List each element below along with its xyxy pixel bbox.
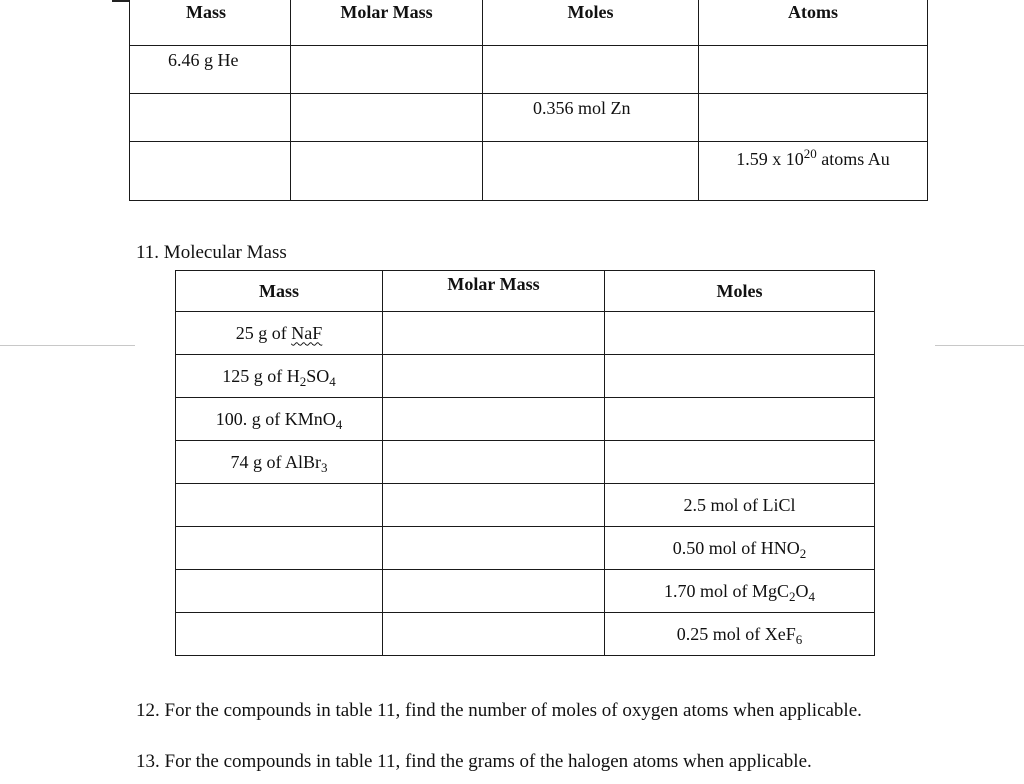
formula-subscript: 4 [808, 588, 815, 604]
cell-mass [130, 142, 291, 201]
table-row [176, 613, 875, 656]
header-mass: Mass [130, 0, 291, 46]
formula-subscript: 2 [789, 588, 796, 604]
atoms-unit: atoms Au [816, 149, 890, 169]
table-row [130, 46, 928, 94]
cell-moles [605, 613, 875, 656]
table-row [176, 441, 875, 484]
cell-moles: 0.356 mol Zn [483, 94, 699, 142]
cell-molar-mass [383, 570, 605, 613]
formula-part: 100. g of KMnO [215, 408, 336, 429]
header-mass: Mass [176, 271, 383, 312]
cell-moles [605, 527, 875, 570]
cell-moles [605, 355, 875, 398]
formula-part: 2.5 mol of LiCl [683, 494, 796, 515]
formula-part: SO [306, 365, 330, 386]
cell-molar-mass [383, 355, 605, 398]
cell-molar-mass [291, 94, 483, 142]
cell-molar-mass [383, 484, 605, 527]
header-moles: Moles [483, 0, 699, 46]
table-row [176, 312, 875, 355]
cell-mass [176, 441, 383, 484]
question-13: 13. For the compounds in table 11, find the grams of the halogen atoms when applicable. [136, 751, 812, 772]
table-row [176, 484, 875, 527]
table-header-row [176, 271, 875, 312]
cell-moles [605, 570, 875, 613]
formula-subscript: 2 [299, 373, 307, 389]
header-molar-mass: Molar Mass [291, 0, 483, 46]
right-margin-divider [935, 345, 1024, 346]
cell-molar-mass [291, 142, 483, 201]
formula-part: 0.25 mol of XeF [676, 623, 796, 644]
formula-subscript: 6 [795, 631, 803, 647]
table-row [130, 142, 928, 201]
header-molar-mass: Molar Mass [383, 271, 605, 312]
formula-subscript: 3 [321, 459, 328, 475]
table-row [176, 355, 875, 398]
formula-naf: NaF [291, 322, 323, 343]
cell-moles [605, 312, 875, 355]
molecular-mass-table [175, 270, 875, 656]
cell-moles [483, 46, 699, 94]
formula-part: 74 g of AlBr [230, 451, 321, 472]
table-header-row [130, 0, 928, 46]
atoms-exponent: 20 [803, 146, 817, 161]
formula-part: 125 g of H [222, 365, 300, 386]
cell-mass [176, 312, 383, 355]
formula-part: 1.70 mol of MgC [663, 580, 789, 601]
cell-mass [176, 570, 383, 613]
table-row [176, 527, 875, 570]
cell-atoms [699, 46, 928, 94]
section-11-heading: 11. Molecular Mass [136, 242, 287, 263]
cell-molar-mass [291, 46, 483, 94]
header-moles: Moles [605, 271, 875, 312]
formula-subscript: 2 [799, 545, 807, 561]
table-row [176, 570, 875, 613]
cell-molar-mass [383, 312, 605, 355]
cell-mass: 6.46 g He [130, 46, 291, 94]
corner-crop-mark [112, 0, 130, 2]
conversion-table [129, 0, 928, 201]
cell-mass [176, 398, 383, 441]
cell-mass [176, 355, 383, 398]
formula-subscript: 4 [329, 373, 336, 389]
question-12: 12. For the compounds in table 11, find the number of moles of oxygen atoms when applicable. [136, 700, 862, 721]
cell-moles [483, 142, 699, 201]
cell-moles [605, 398, 875, 441]
cell-mass [176, 484, 383, 527]
header-atoms: Atoms [699, 0, 928, 46]
cell-atoms [699, 94, 928, 142]
formula-part: O [795, 580, 809, 601]
formula-part: 0.50 mol of HNO [672, 537, 800, 558]
cell-mass [176, 613, 383, 656]
formula-part: 25 g of [235, 322, 292, 343]
cell-molar-mass [383, 527, 605, 570]
cell-moles [605, 441, 875, 484]
atoms-mantissa: 1.59 x 10 [736, 149, 804, 169]
cell-moles [605, 484, 875, 527]
cell-atoms [699, 142, 928, 201]
cell-mass [176, 527, 383, 570]
left-margin-divider [0, 345, 135, 346]
formula-subscript: 4 [335, 416, 343, 432]
cell-molar-mass [383, 613, 605, 656]
table-row [176, 398, 875, 441]
cell-molar-mass [383, 441, 605, 484]
cell-molar-mass [383, 398, 605, 441]
cell-mass [130, 94, 291, 142]
table-row [130, 94, 928, 142]
